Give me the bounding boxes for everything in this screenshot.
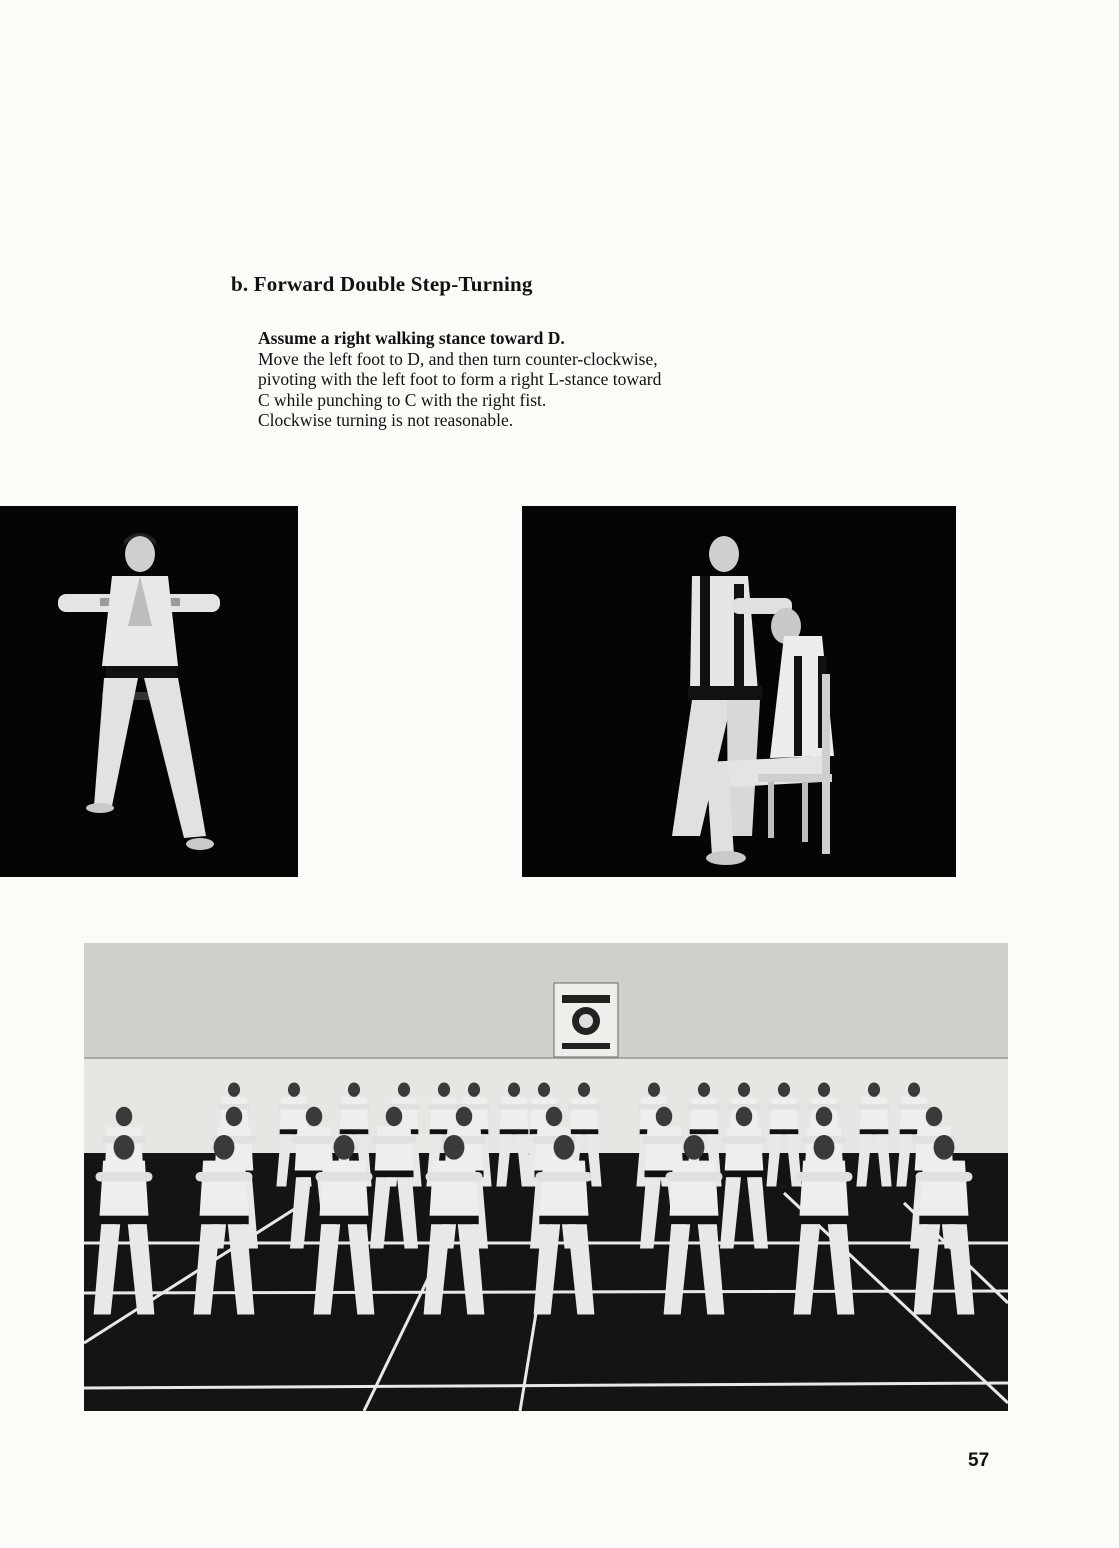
instruction-lead: Assume a right walking stance toward D. [258,328,565,348]
ready-stance-figure-icon [0,506,298,877]
photo-ready-stance [0,506,298,877]
instruction-line-2: pivoting with the left foot to form a right L-stance toward [258,369,662,389]
page-number: 57 [968,1450,990,1471]
instructor-demonstration-figure-icon [522,506,956,877]
instruction-line-4: Clockwise turning is not reasonable. [258,410,514,430]
photo-group-practice [84,943,1008,1411]
photo-instructor-demonstration [522,506,956,877]
group-practice-scene-icon [84,943,1008,1411]
instruction-line-1: Move the left foot to D, and then turn counter-clockwise, [258,348,658,369]
section-heading: b. Forward Double Step-Turning [231,272,533,296]
section-body [258,328,661,431]
instruction-line-3: C while punching to C with the right fist. [258,389,547,410]
